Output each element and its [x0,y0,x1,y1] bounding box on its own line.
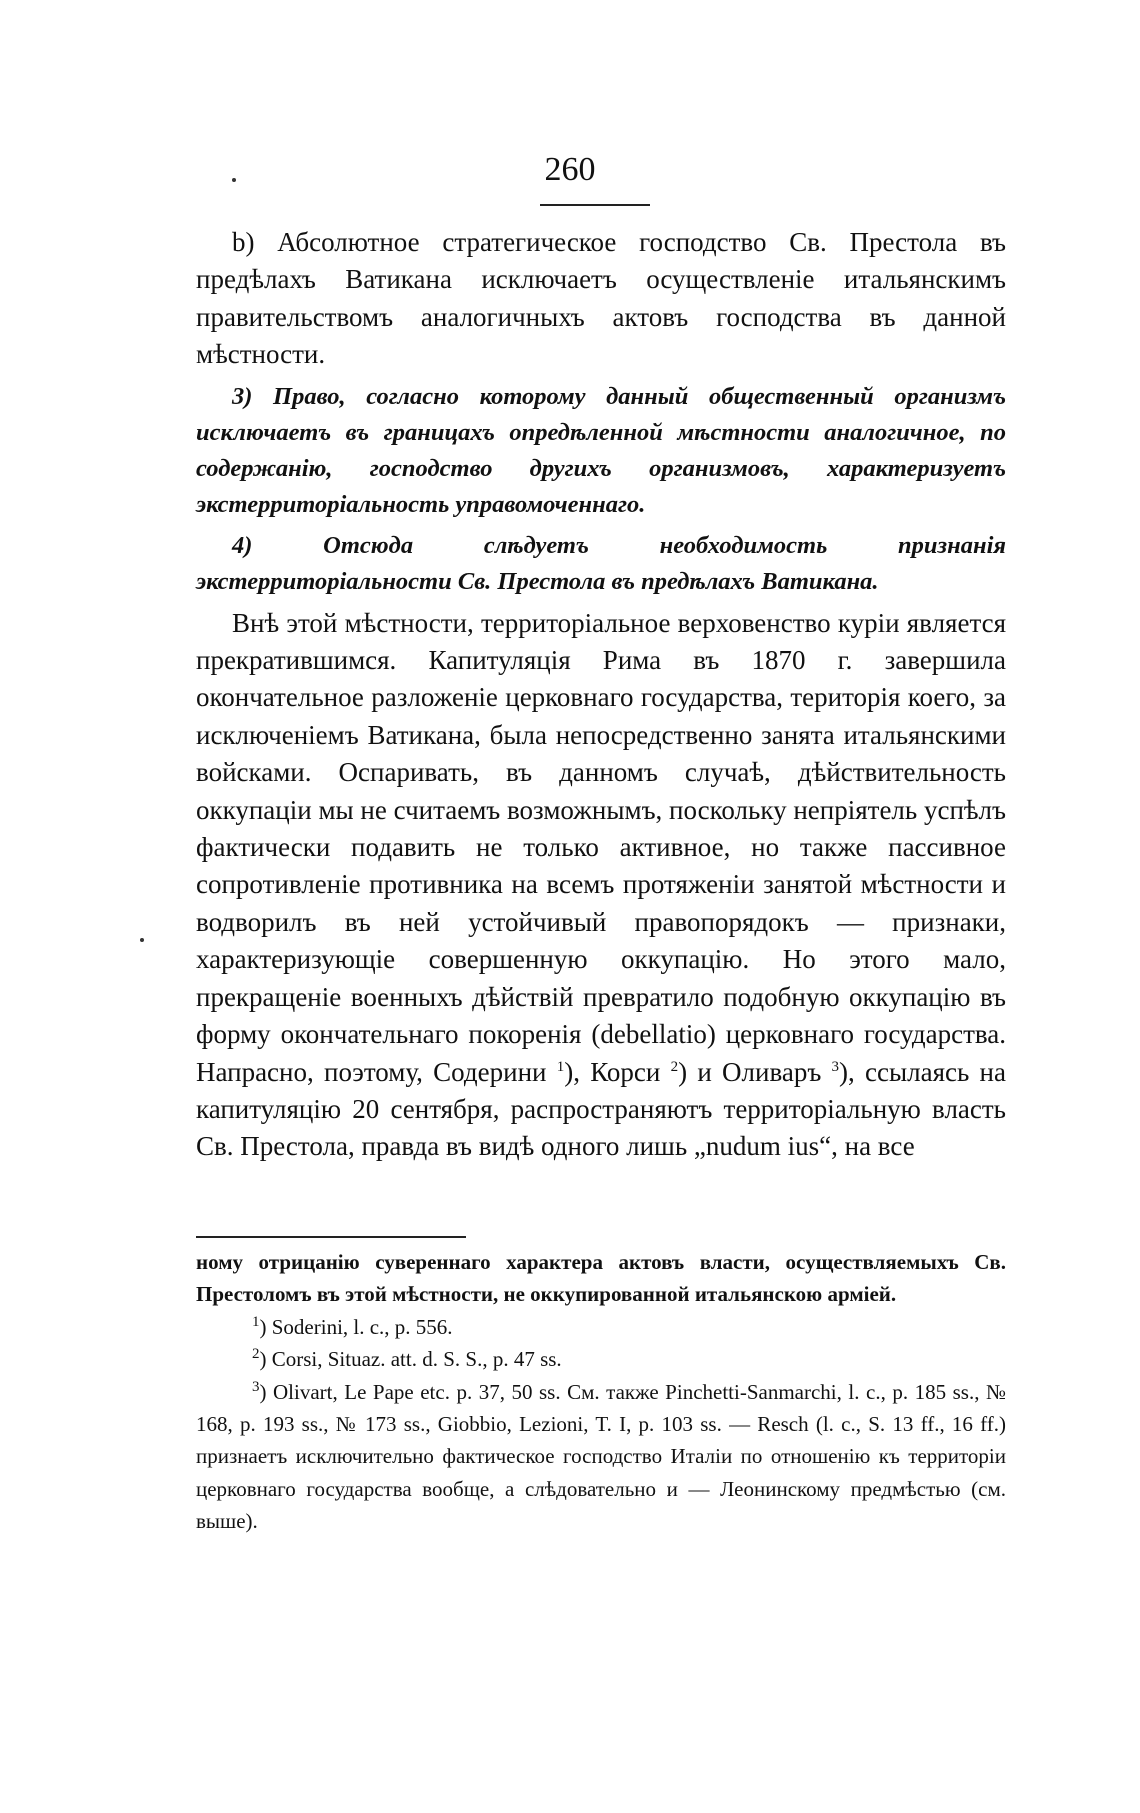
footnote-marker-3: 3 [252,1378,260,1395]
paragraph-occupation-part3: ) и Оливаръ [678,1056,832,1087]
footnote-ref-1: 1 [556,1058,565,1075]
footnote-1 [196,1311,1006,1343]
paragraph-thesis-4: 4) Отсюда слѣдуетъ необходимость признанія экстерриторіальности Св. Престола въ предѣлахъ Ватикана. [196,531,1006,595]
paragraph-occupation-part2: ), Корси [564,1056,671,1087]
main-text [196,224,1006,1171]
footnote-text-2: ) Corsi, Situaz. att. d. S. S., p. 47 ss. [259,1347,562,1372]
paragraph-occupation-part1: Внѣ этой мѣстности, территоріальное верховенство куріи является прекратившимся. Капитуляція Рима въ 1870 г. завершила окончательное разложеніе церковнаго государства, територія коего, за исключеніемъ Ватикана, была непосредственно занята итальянскими войсками. Оспаривать, въ данномъ случаѣ, дѣйствительность оккупаціи мы не считаемъ возможнымъ, поскольку непріятель успѣлъ фактически подавить не только активное, но также пассивное сопротивленіе противника на всемъ протяженіи занятой мѣстности и водворилъ въ ней устойчивый правопорядокъ — признаки, характеризующіе совершенную оккупацію. Но этого мало, прекращеніе военныхъ дѣйствій превратило подобную оккупацію въ форму окончательнаго покоренія (debellatio) церковнаго государства. Напрасно, поэтому, Содерини [196,607,1006,1087]
stray-mark-margin [140,938,144,942]
footnote-continuation: ному отрицанію сувереннаго характера актовъ власти, осуществляемыхъ Св. Престоломъ въ этой мѣстности, не оккупированной итальянскою арміей. [196,1250,1006,1307]
footnote-text-3: ) Olivart, Le Pape etc. p. 37, 50 ss. См. также Pinchetti-Sanmarchi, l. c., p. 185 ss., № 168, p. 193 ss., № 173 ss., Giobbio, Lezioni, T. I, p. 103 ss. — Resch (l. c., S. 13 ff., 16 ff.) признаетъ исключительно фактическое господство Италіи по отношенію къ территоріи церковнаго государства вообще, а слѣдовательно и — Леонинскому предмѣстью (см. выше). [196,1379,1006,1534]
paragraph-occupation-part4: ), ссылаясь на капитуляцію 20 сентября, распространяютъ территоріальную власть Св. Престола, правда въ видѣ одного лишь „nudum ius“, на все [196,1056,1006,1162]
footnote-rule [196,1236,466,1238]
page-number: 260 [544,151,596,188]
paragraph-b: b) Абсолютное стратегическое господство Св. Престола въ предѣлахъ Ватикана исключаетъ осуществленіе итальянскимъ правительствомъ аналогичныхъ актовъ господства въ данной мѣстности. [196,227,1006,370]
footnote-marker-2: 2 [252,1346,260,1363]
paragraph-thesis-3: 3) Право, согласно которому данный общественный организмъ исключаетъ въ границахъ опредѣленной мѣстности аналогичное, по содержанію, господство другихъ организмовъ, характеризуетъ экстерриторіальность управомоченнаго. [196,382,1006,518]
footnote-2 [196,1343,1006,1375]
footnotes [196,1246,1006,1538]
paragraph-occupation [196,605,1006,1166]
footnote-marker-1: 1 [252,1313,260,1330]
page-number-rule [540,204,650,206]
footnote-ref-3: 3 [831,1058,840,1075]
footnote-ref-2: 2 [670,1058,679,1075]
footnote-3 [196,1376,1006,1538]
footnote-text-1: ) Soderini, l. c., p. 556. [259,1314,453,1339]
